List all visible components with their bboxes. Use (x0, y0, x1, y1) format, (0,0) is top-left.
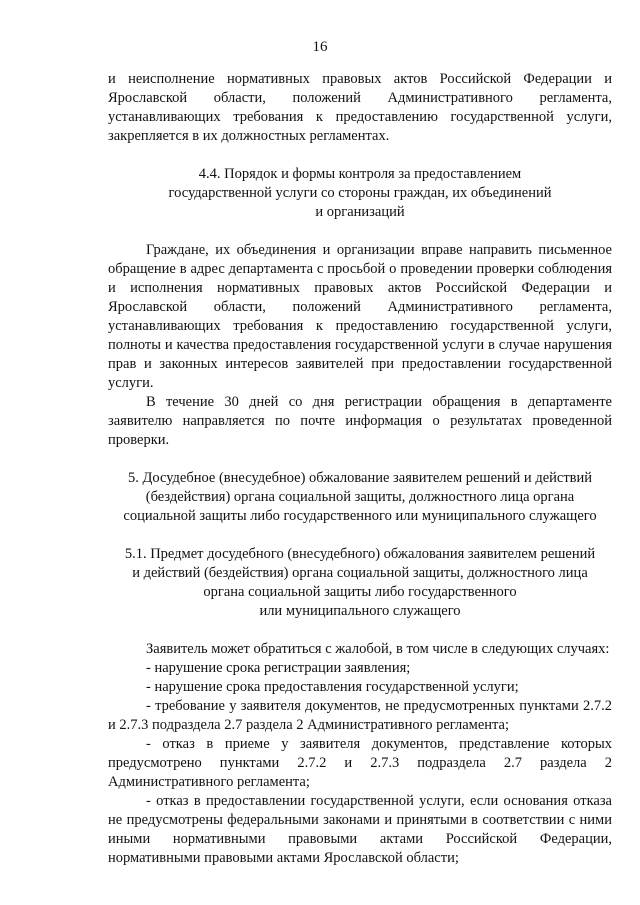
heading-5-1: 5.1. Предмет досудебного (внесудебного) обжалования заявителем решений и действий (бездействия) органа социальной защиты, должностного лица органа социальной защиты либо государственного или муниципального служащего (124, 546, 596, 619)
list-item: - отказ в предоставлении государственной услуги, если основания отказа не предусмотрены федеральными законами и принятыми в соответствии с ними иными нормативными правовыми актами Российской Федерации, нормативными правовыми актами Ярославской области; (108, 793, 612, 866)
list-item: - отказ в приеме у заявителя документов, представление которых предусмотрено пунктами 2.7.2 и 2.7.3 подраздела 2.7 раздела 2 Административного регламента; (108, 736, 612, 790)
list-item: - нарушение срока предоставления государственной услуги; (146, 679, 519, 695)
page-number: 16 (312, 39, 328, 55)
heading-4-4: 4.4. Порядок и формы контроля за предоставлением государственной услуги со стороны граждан, их объединений и организаций (168, 166, 552, 220)
paragraph-citizens-rights: Граждане, их объединения и организации вправе направить письменное обращение в адрес департамента с просьбой о проведении проверки соблюдения и исполнения нормативных правовых актов Российской Федерации и Ярославской области, положений Административного регламента, устанавливающих требования к предоставлению государственной услуги, полноты и качества предоставления государственной услуги в случае нарушения прав и законных интересов заявителей при предоставлении государственной услуги. (108, 242, 612, 391)
paragraph-30-days: В течение 30 дней со дня регистрации обращения в департаменте заявителю направляется по почте информация о результатах проведенной проверки. (108, 394, 612, 448)
paragraph-complaint-cases: Заявитель может обратиться с жалобой, в том числе в следующих случаях: (146, 641, 610, 657)
document-body (108, 70, 612, 868)
heading-5: 5. Досудебное (внесудебное) обжалование заявителем решений и действий (бездействия) органа социальной защиты, должностного лица органа социальной защиты либо государственного или муниципального служащего (123, 470, 597, 524)
list-item: - нарушение срока регистрации заявления; (146, 660, 411, 676)
paragraph-continuation: и неисполнение нормативных правовых актов Российской Федерации и Ярославской области, положений Административного регламента, устанавливающих требования к предоставлению государственной услуги, закрепляется в их должностных регламентах. (108, 71, 612, 144)
list-item: - требование у заявителя документов, не предусмотренных пунктами 2.7.2 и 2.7.3 подраздела 2.7 раздела 2 Административного регламента; (108, 698, 612, 733)
